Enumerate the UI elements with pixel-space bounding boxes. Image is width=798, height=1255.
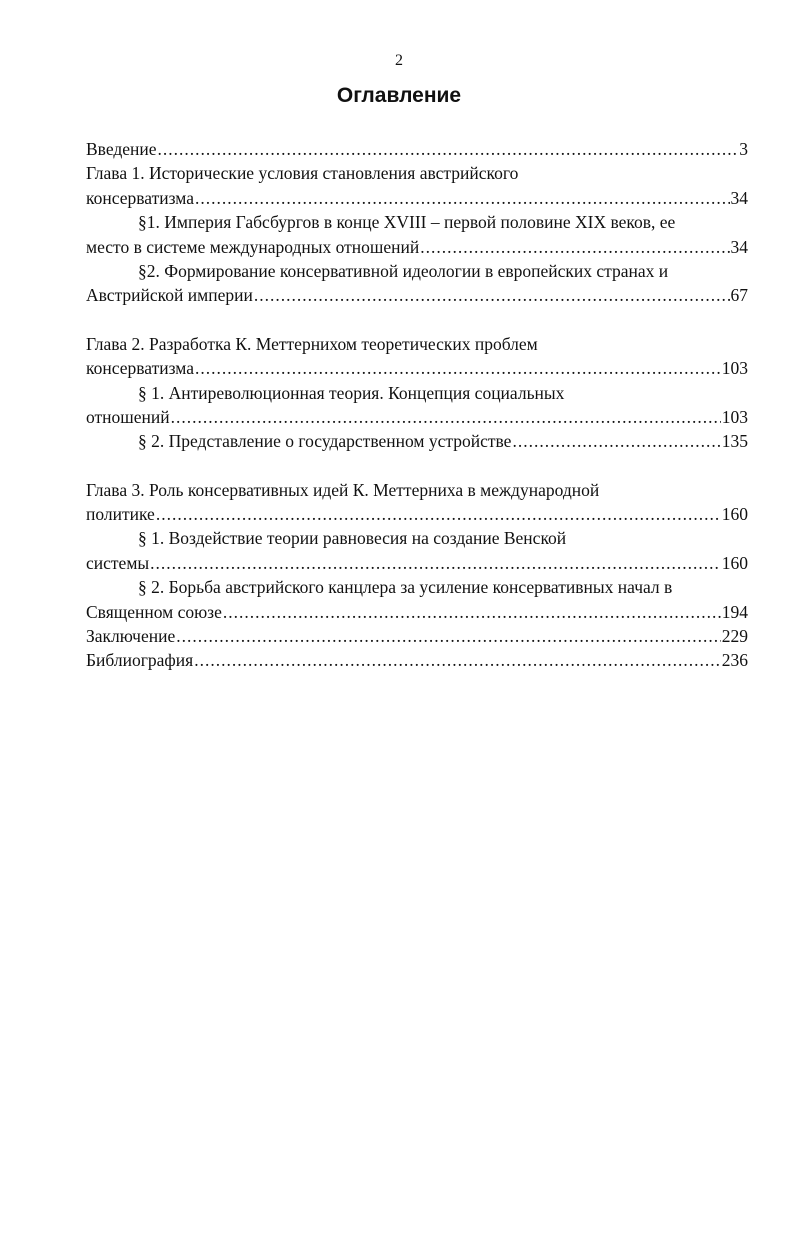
toc-entry-label: Глава 3. Роль консервативных идей К. Меттерниха в международной: [86, 479, 600, 500]
toc-entry-label: консерватизма: [86, 358, 194, 379]
toc-page-number: 34: [730, 187, 748, 208]
toc-entry-label: Глава 1. Исторические условия становления австрийского: [86, 163, 519, 184]
toc-page-number: 236: [721, 650, 748, 671]
toc-leader-dots: [158, 137, 739, 161]
toc-ch1-section-1-cont[interactable]: [86, 235, 748, 259]
toc-ch3-section-2-cont[interactable]: [86, 600, 748, 624]
toc-page-number: 160: [721, 504, 748, 525]
toc-ch3-section-1[interactable]: [86, 526, 748, 550]
toc-leader-dots: [254, 283, 730, 307]
toc-leader-dots: [420, 235, 729, 259]
table-of-contents: [86, 137, 748, 673]
toc-ch3-section-1-cont[interactable]: [86, 551, 748, 575]
toc-chapter-2-title[interactable]: [86, 332, 748, 356]
toc-page-number: 67: [730, 285, 748, 306]
toc-chapter-2-title-cont[interactable]: [86, 356, 748, 380]
toc-spacer: [86, 454, 748, 478]
toc-entry-conclusion[interactable]: [86, 624, 748, 648]
toc-page-number: 103: [721, 358, 748, 379]
toc-entry-label: системы: [86, 552, 150, 573]
toc-ch1-section-2-cont[interactable]: [86, 283, 748, 307]
toc-ch3-section-2[interactable]: [86, 575, 748, 599]
toc-chapter-1-title[interactable]: [86, 161, 748, 185]
toc-entry-label: Глава 2. Разработка К. Меттернихом теоретических проблем: [86, 333, 538, 354]
toc-leader-dots: [156, 502, 721, 526]
toc-chapter-1-title-cont[interactable]: [86, 186, 748, 210]
toc-entry-label: § 1. Антиреволюционная теория. Концепция социальных: [138, 382, 565, 403]
toc-ch2-section-1-cont[interactable]: [86, 405, 748, 429]
toc-title: Оглавление: [336, 84, 462, 107]
toc-leader-dots: [150, 551, 721, 575]
page-number: 2: [395, 52, 403, 69]
toc-entry-label: политике: [86, 504, 155, 525]
toc-leader-dots: [176, 624, 721, 648]
toc-entry-label: § 2. Борьба австрийского канцлера за усиление консервативных начал в: [138, 577, 673, 598]
toc-entry-label: §1. Империя Габсбургов в конце XVIII – первой половине XIX веков, ее: [138, 212, 676, 233]
toc-ch1-section-2[interactable]: [86, 259, 748, 283]
toc-ch2-section-1[interactable]: [86, 381, 748, 405]
toc-page-number: 34: [730, 236, 748, 257]
toc-entry-label: Священном союзе: [86, 601, 222, 622]
toc-spacer: [86, 308, 748, 332]
toc-leader-dots: [195, 356, 721, 380]
toc-entry-intro[interactable]: [86, 137, 748, 161]
toc-leader-dots: [171, 405, 721, 429]
toc-entry-label: Введение: [86, 139, 157, 159]
toc-chapter-3-title-cont[interactable]: [86, 502, 748, 526]
toc-page-number: 160: [721, 552, 748, 573]
toc-chapter-3-title[interactable]: [86, 478, 748, 502]
toc-entry-label: место в системе международных отношений: [86, 236, 420, 257]
toc-page-number: 135: [721, 431, 748, 452]
toc-page-number: 103: [721, 406, 748, 427]
toc-entry-label: §2. Формирование консервативной идеологии в европейских странах и: [138, 260, 669, 281]
toc-entry-label: консерватизма: [86, 187, 194, 208]
toc-leader-dots: [194, 648, 721, 672]
toc-entry-label: § 2. Представление о государственном устройстве: [138, 431, 512, 452]
toc-entry-label: Заключение: [86, 626, 176, 647]
toc-page-number: 3: [739, 139, 748, 159]
toc-page-number: 229: [721, 626, 748, 647]
toc-ch1-section-1[interactable]: [86, 210, 748, 234]
toc-entry-label: Австрийской империи: [86, 285, 253, 306]
toc-entry-bibliography[interactable]: [86, 648, 748, 672]
toc-entry-label: Библиография: [86, 650, 194, 671]
toc-entry-label: § 1. Воздействие теории равновесия на создание Венской: [138, 528, 567, 549]
toc-leader-dots: [512, 429, 720, 453]
toc-leader-dots: [195, 186, 730, 210]
toc-page-number: 194: [721, 601, 748, 622]
toc-ch2-section-2[interactable]: [86, 429, 748, 453]
toc-leader-dots: [223, 600, 721, 624]
toc-entry-label: отношений: [86, 406, 170, 427]
